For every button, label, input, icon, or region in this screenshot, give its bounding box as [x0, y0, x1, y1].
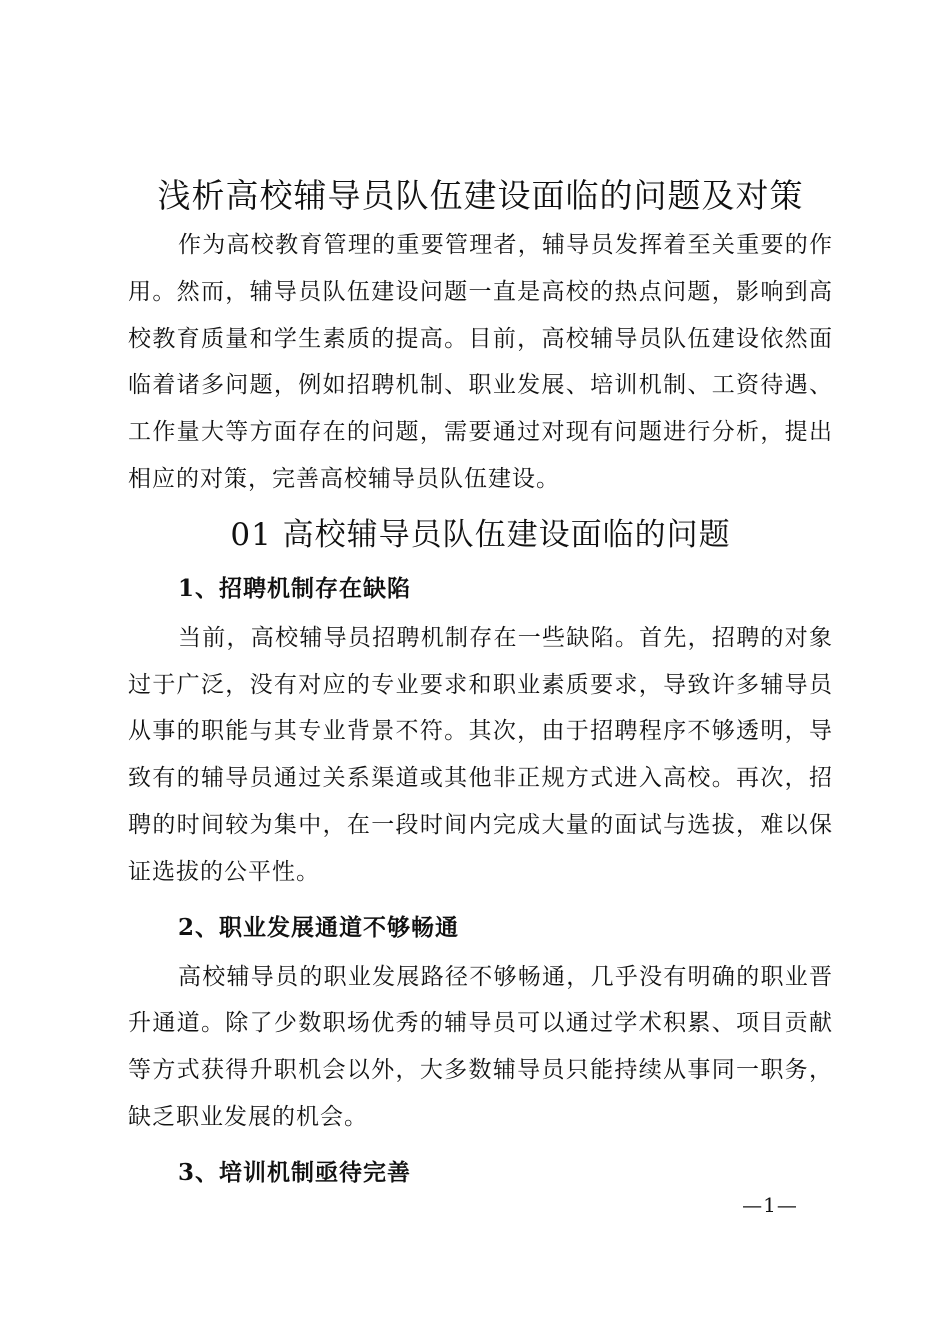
intro-paragraph: 作为高校教育管理的重要管理者，辅导员发挥着至关重要的作用。然而，辅导员队伍建设问题一直是高校的热点问题，影响到高校教育质量和学生素质的提高。目前，高校辅导员队伍建设依然面临着诸多问题，例如招聘机制、职业发展、培训机制、工资待遇、工作量大等方面存在的问题，需要通过对现有问题进行分析，提出相应的对策，完善高校辅导员队伍建设。 [128, 232, 833, 492]
paragraph-recruitment: 当前，高校辅导员招聘机制存在一些缺陷。首先，招聘的对象过于广泛，没有对应的专业要求和职业素质要求，导致许多辅导员从事的职能与其专业背景不符。其次，由于招聘程序不够透明，导致有的辅导员通过关系渠道或其他非正规方式进入高校。再次，招聘的时间较为集中，在一段时间内完成大量的面试与选拔，难以保证选拔的公平性。 [128, 624, 833, 885]
section-heading: 01 高校辅导员队伍建设面临的问题 [230, 516, 731, 553]
subheading-career-development: 2、职业发展通道不够畅通 [178, 913, 460, 941]
document-body [128, 170, 833, 1195]
subheading-recruitment: 1、招聘机制存在缺陷 [178, 574, 412, 602]
subheading-training: 3、培训机制亟待完善 [178, 1158, 412, 1186]
page-number: —1— [742, 1193, 798, 1217]
paragraph-career-development: 高校辅导员的职业发展路径不够畅通，几乎没有明确的职业晋升通道。除了少数职场优秀的辅导员可以通过学术积累、项目贡献等方式获得升职机会以外，大多数辅导员只能持续从事同一职务，缺乏职业发展的机会。 [128, 963, 833, 1130]
document-title: 浅析高校辅导员队伍建设面临的问题及对策 [157, 176, 804, 215]
